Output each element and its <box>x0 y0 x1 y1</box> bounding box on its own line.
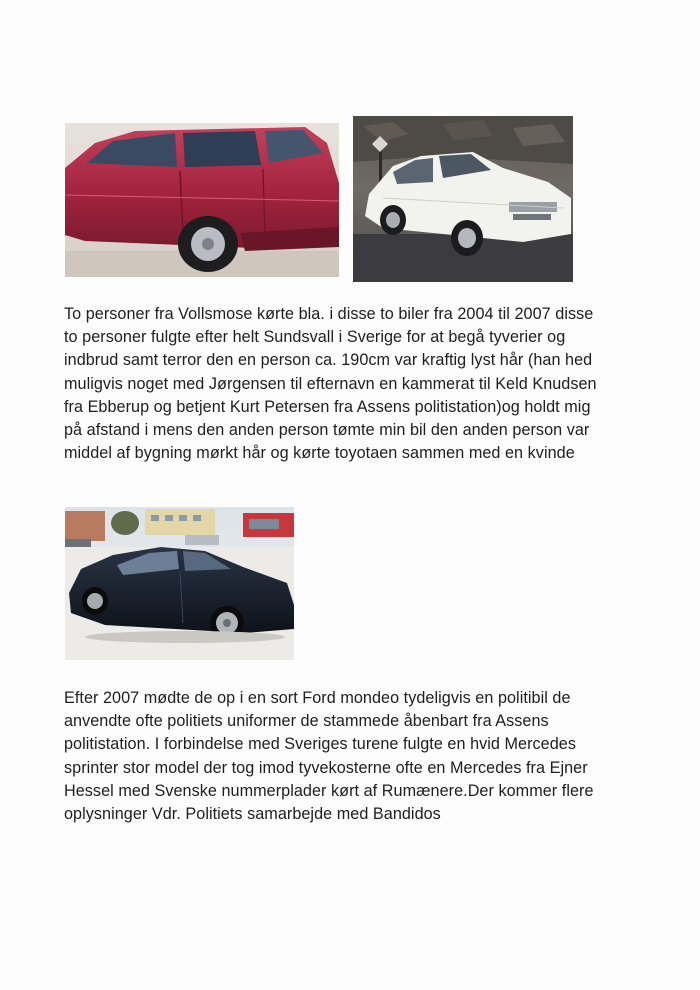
text-line: Hessel med Svenske nummerplader kørt af Rumænere.Der kommer flere <box>64 781 594 800</box>
paragraph-vollsmose <box>64 303 644 465</box>
black-sedan-photo <box>65 507 294 660</box>
red-car-illustration <box>65 123 339 277</box>
text-line: indbrud samt terror den en person ca. 190cm var kraftig lyst hår (han hed <box>64 351 593 370</box>
text-line: på afstand i mens den anden person tømte min bil den anden person var <box>64 421 590 440</box>
text-line: to personer fulgte efter helt Sundsvall i Sverige for at begå tyverier og <box>64 328 566 347</box>
text-line: middel af bygning mørkt hår og kørte toyotaen sammen med en kvinde <box>64 444 575 463</box>
paragraph-ford-mondeo <box>64 687 644 826</box>
white-sedan-photo <box>353 116 573 282</box>
black-car-illustration <box>65 507 294 660</box>
text-line: sprinter stor model der tog imod tyvekosterne ofte en Mercedes fra Ejner <box>64 758 588 777</box>
text-line: fra Ebberup og betjent Kurt Petersen fra Assens politistation)og holdt mig <box>64 397 591 416</box>
white-car-illustration <box>353 116 573 282</box>
text-line: Efter 2007 mødte de op i en sort Ford mondeo tydeligvis en politibil de <box>64 689 571 707</box>
text-line: To personer fra Vollsmose kørte bla. i disse to biler fra 2004 til 2007 disse <box>64 305 594 323</box>
text-line: politistation. I forbindelse med Sveriges turene fulgte en hvid Mercedes <box>64 735 576 754</box>
text-line: muligvis noget med Jørgensen til efternavn en kammerat til Keld Knudsen <box>64 374 597 393</box>
text-line: oplysninger Vdr. Politiets samarbejde med Bandidos <box>64 805 441 824</box>
red-station-wagon-photo <box>65 123 339 277</box>
text-line: anvendte ofte politiets uniformer de stammede åbenbart fra Assens <box>64 712 549 731</box>
